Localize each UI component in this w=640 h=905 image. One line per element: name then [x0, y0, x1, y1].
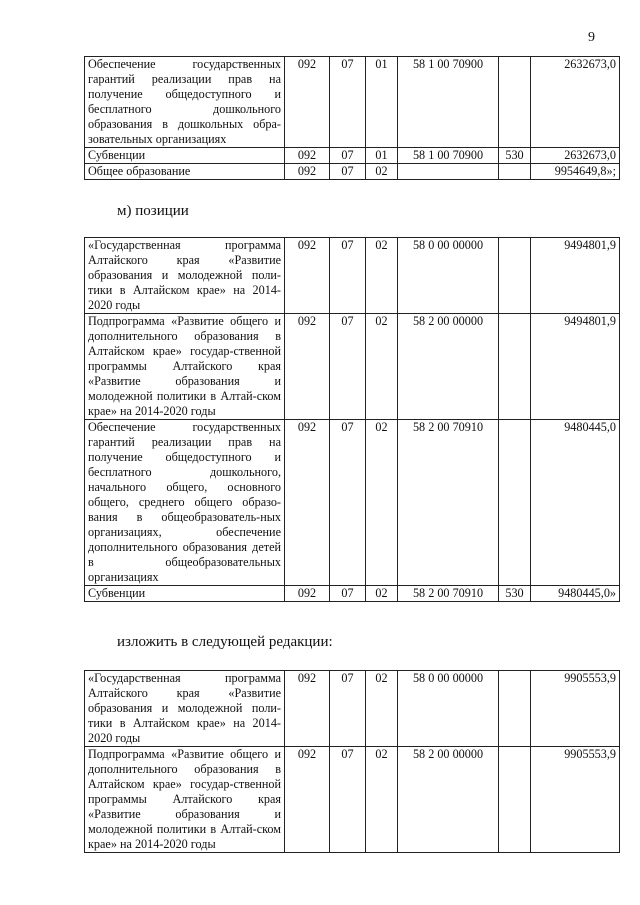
item-name-cell: Субвенции	[85, 148, 285, 164]
subsection-code-cell: 01	[366, 57, 398, 148]
new-edition-phrase: изложить в следующей редакции:	[117, 634, 333, 650]
table-row	[85, 57, 620, 148]
table-row	[85, 164, 620, 180]
expense-type-cell	[499, 747, 531, 853]
section-code-cell: 07	[330, 586, 366, 602]
item-name-cell: Обеспечение государственных гарантий реализации прав на получение общедоступного и бесплатного дошкольного, начального общего, основного общего, среднего общего образо-вания в общеобразователь-ных организациях, обеспечение дополнительного образования детей в общеобразовательных организациях	[85, 420, 285, 586]
section-code-cell: 07	[330, 747, 366, 853]
amount-cell: 9905553,9	[531, 747, 620, 853]
ministry-code-cell: 092	[285, 671, 330, 747]
item-name-cell: Подпрограмма «Развитие общего и дополнительного образования в Алтайском крае» государ-ственной программы Алтайского края «Развитие образования и молодежной политики в Алтай-ском крае» на 2014-2020 годы	[85, 747, 285, 853]
ministry-code-cell: 092	[285, 148, 330, 164]
item-name-cell: Подпрограмма «Развитие общего и дополнительного образования в Алтайском крае» государ-ственной программы Алтайского края «Развитие образования и молодежной политики в Алтай-ском крае» на 2014-2020 годы	[85, 314, 285, 420]
budget-table-3	[84, 670, 620, 853]
target-article-cell: 58 2 00 70910	[398, 586, 499, 602]
table-row	[85, 238, 620, 314]
section-code-cell: 07	[330, 238, 366, 314]
table-row	[85, 747, 620, 853]
expense-type-cell: 530	[499, 148, 531, 164]
ministry-code-cell: 092	[285, 420, 330, 586]
section-code-cell: 07	[330, 164, 366, 180]
positions-phrase: м) позиции	[117, 203, 189, 219]
section-code-cell: 07	[330, 671, 366, 747]
item-name-cell: Общее образование	[85, 164, 285, 180]
target-article-cell: 58 0 00 00000	[398, 671, 499, 747]
expense-type-cell	[499, 238, 531, 314]
ministry-code-cell: 092	[285, 747, 330, 853]
section-code-cell: 07	[330, 420, 366, 586]
amount-cell: 9954649,8»;	[531, 164, 620, 180]
table-row	[85, 420, 620, 586]
budget-table-2	[84, 237, 620, 602]
amount-cell: 9494801,9	[531, 238, 620, 314]
amount-cell: 9480445,0	[531, 420, 620, 586]
target-article-cell: 58 1 00 70900	[398, 57, 499, 148]
subsection-code-cell: 02	[366, 420, 398, 586]
expense-type-cell	[499, 420, 531, 586]
subsection-code-cell: 02	[366, 314, 398, 420]
subsection-code-cell: 02	[366, 671, 398, 747]
expense-type-cell	[499, 164, 531, 180]
table-row	[85, 586, 620, 602]
ministry-code-cell: 092	[285, 314, 330, 420]
item-name-cell: «Государственная программа Алтайского края «Развитие образования и молодежной поли-тики в Алтайском крае» на 2014-2020 годы	[85, 238, 285, 314]
table-row	[85, 671, 620, 747]
item-name-cell: Обеспечение государственных гарантий реализации прав на получение общедоступного и бесплатного дошкольного образования в дошкольных обра-зовательных организациях	[85, 57, 285, 148]
target-article-cell: 58 2 00 70910	[398, 420, 499, 586]
target-article-cell: 58 0 00 00000	[398, 238, 499, 314]
amount-cell: 2632673,0	[531, 57, 620, 148]
ministry-code-cell: 092	[285, 57, 330, 148]
amount-cell: 2632673,0	[531, 148, 620, 164]
expense-type-cell	[499, 314, 531, 420]
amount-cell: 9905553,9	[531, 671, 620, 747]
subsection-code-cell: 01	[366, 148, 398, 164]
subsection-code-cell: 02	[366, 586, 398, 602]
section-code-cell: 07	[330, 314, 366, 420]
target-article-cell	[398, 164, 499, 180]
expense-type-cell	[499, 671, 531, 747]
expense-type-cell	[499, 57, 531, 148]
table-row	[85, 148, 620, 164]
page-number: 9	[588, 30, 595, 45]
target-article-cell: 58 1 00 70900	[398, 148, 499, 164]
budget-table-1	[84, 56, 620, 180]
section-code-cell: 07	[330, 57, 366, 148]
subsection-code-cell: 02	[366, 164, 398, 180]
ministry-code-cell: 092	[285, 238, 330, 314]
table-row	[85, 314, 620, 420]
amount-cell: 9480445,0»	[531, 586, 620, 602]
target-article-cell: 58 2 00 00000	[398, 747, 499, 853]
expense-type-cell: 530	[499, 586, 531, 602]
section-code-cell: 07	[330, 148, 366, 164]
subsection-code-cell: 02	[366, 747, 398, 853]
target-article-cell: 58 2 00 00000	[398, 314, 499, 420]
amount-cell: 9494801,9	[531, 314, 620, 420]
ministry-code-cell: 092	[285, 586, 330, 602]
item-name-cell: «Государственная программа Алтайского края «Развитие образования и молодежной поли-тики в Алтайском крае» на 2014-2020 годы	[85, 671, 285, 747]
ministry-code-cell: 092	[285, 164, 330, 180]
subsection-code-cell: 02	[366, 238, 398, 314]
item-name-cell: Субвенции	[85, 586, 285, 602]
